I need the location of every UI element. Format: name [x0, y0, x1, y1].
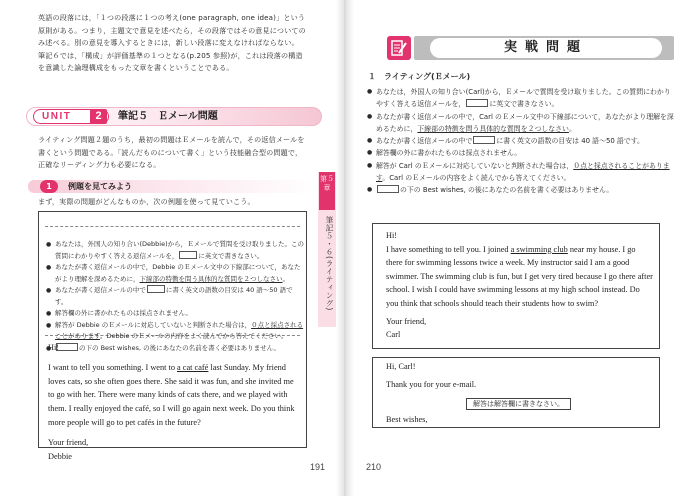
answer-blank: [466, 99, 488, 107]
instruction-item: ● あなたは，外国人の知り合い(Debbie)から，Ｅメールで質問を受け取りました。この質問にわかりやすく答える返信メールを， に英文で書きなさい。: [46, 239, 304, 262]
reply-email: [386, 360, 654, 391]
book-gutter: [336, 0, 354, 496]
answer-blank: [473, 136, 495, 144]
section-title: 例題を見てみよう: [68, 182, 132, 191]
answer-blank: [377, 185, 399, 193]
unit-title: 筆記５ Ｅメール問題: [118, 111, 218, 122]
page-title: 実戦問題: [430, 38, 662, 58]
question-instructions: [367, 86, 677, 197]
email-signature: Debbie: [48, 451, 72, 461]
chapter-title: 筆記５・６(ライティング): [325, 216, 334, 311]
email-closing: Your friend,: [48, 437, 89, 447]
email-greeting: Hi!: [386, 231, 398, 240]
example-email: [48, 341, 298, 463]
question-email: [386, 229, 654, 342]
divider: [45, 226, 300, 227]
instruction-item: ● 解答欄の外に書かれたものは採点されません。: [367, 147, 677, 159]
example-instructions: [46, 239, 304, 354]
instruction-item: ● あなたが書く返信メールの中で，Debbie のＥメール文中の下線部について，あなたがより理解を深めるために，下線部の特徴を問う具体的な質問を２つしなさい。: [46, 262, 304, 285]
question-heading: １ ライティング(Ｅメール): [368, 72, 471, 81]
instruction-item: ● 解答が Debbie のＥメールに対応していないと判断された場合は，０点と採点されることがあります。Debbie のＥメールの内容をよく読んでから答えてください。: [46, 320, 304, 343]
intro-paragraph: 英語の段落には，「１つの段落に１つの考え(one paragraph, one idea)」という原則がある。つまり，主題文で意見を述べたら，その段落ではその意見についてのみ述べる。別の意見を導入するときには，新しい段落に変えなければならない。筆記６では，「構成」が評価基準の１つとなる(p.205 参照)が，これは段落の構造を意識した論理構成をもった文章を書くということである。: [38, 13, 306, 73]
instruction-item: ● あなたが書く返信メールの中で に書く英文の語数の目安は 40 語〜50 語です。: [46, 285, 304, 308]
reply-thanks: Thank you for your e-mail.: [386, 380, 477, 389]
instruction-item: ● 解答が Carl のＥメールに対応していないと判断された場合は，０点と採点されることがあります。Carl のＥメールの内容をよく読んでから答えてください。: [367, 160, 677, 185]
instruction-item: ● の下の Best wishes, の後にあなたの名前を書く必要はありません。: [46, 343, 304, 355]
instruction-item: ● 解答欄の外に書かれたものは採点されません。: [46, 308, 304, 320]
answer-area-note: 解答は解答欄に書きなさい。: [466, 398, 571, 410]
email-body: I want to tell you something. I went to a cat café last Sunday. My friend loves cats, so she often goes there. She said it was fun, and she invited me to go with her. There were many kinds of cats there, and we played with them. I really enjoyed the café, so I will go again next week. Do you think more people will go to pet cafés in the future?: [48, 362, 295, 427]
unit-label: UNIT: [42, 111, 72, 122]
email-closing: Your friend,: [386, 316, 427, 326]
reply-closing: Best wishes,: [386, 415, 428, 424]
unit-description: ライティング問題２題のうち，最初の問題はＥメールを読んで，その返信メールを書くという問題である。「読んだものについて書く」という技能融合型の問題で，正確なリーディング力も必要になる。: [38, 135, 305, 170]
answer-blank: [179, 251, 197, 259]
page-number-right: 210: [366, 462, 382, 472]
email-body: I have something to tell you. I joined a swimming club near my house. I go there for swimming lessons twice a week. My instructor said I am a good swimmer. The swimming club is fun, but I get very tired because I go there after school. I wish I could have swimming lessons at my high school instead. Do you think that schools should teach their students how to swim?: [386, 244, 653, 308]
instruction-item: ● あなたは，外国人の知り合い(Carl)から，Ｅメールで質問を受け取りました。この質問にわかりやすく答える返信メールを， に英文で書きなさい。: [367, 86, 677, 111]
email-signature: Carl: [386, 330, 401, 340]
email-greeting: Hi!: [48, 343, 60, 352]
answer-blank: [147, 285, 165, 293]
pencil-note-icon: [387, 36, 411, 60]
section-number: 1: [40, 180, 58, 193]
reply-greeting: Hi, Carl!: [386, 362, 416, 371]
page-number-left: 191: [310, 462, 326, 472]
chapter-label: 第５章: [319, 172, 335, 210]
instruction-item: ● あなたが書く返信メールの中で に書く英文の語数の目安は 40 語〜50 語です。: [367, 135, 677, 147]
instruction-item: ● あなたが書く返信メールの中で，Carl のＥメール文中の下線部について，あなたがより理解を深めるために，下線部の特徴を問う具体的な質問を２つしなさい。: [367, 111, 677, 136]
section-description: まず，実際の問題がどんなものか，次の例題を使って見ていこう。: [38, 197, 255, 206]
unit-number: 2: [90, 109, 107, 124]
instruction-item: ● の下の Best wishes, の後にあなたの名前を書く必要はありません。: [367, 184, 677, 196]
